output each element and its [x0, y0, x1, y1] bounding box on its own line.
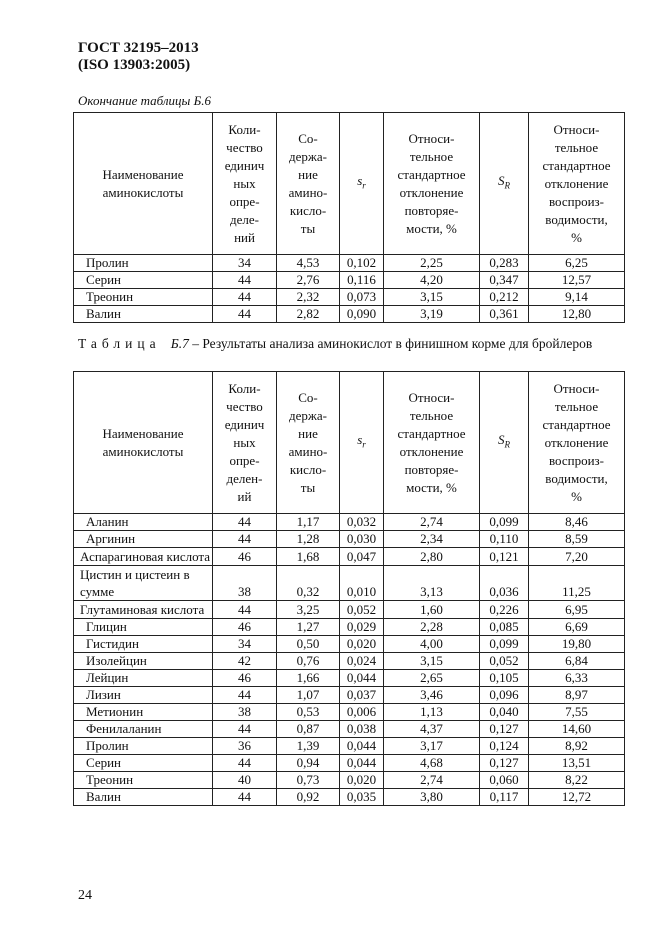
table-row: [74, 306, 625, 323]
cell-reproducibility: 8,97: [529, 687, 625, 704]
cell-repeatability: 2,25: [384, 255, 480, 272]
cell-content: 4,53: [277, 255, 340, 272]
cell-name: Валин: [74, 306, 213, 323]
cell-name: Треонин: [74, 289, 213, 306]
table-b6-end: [73, 112, 625, 323]
cell-SR: 0,060: [480, 772, 529, 789]
col-header-count: Коли- чество единич ных опре- деле- ний: [213, 113, 277, 255]
cell-sr: 0,035: [340, 789, 384, 806]
cell-SR: 0,127: [480, 755, 529, 772]
cell-SR: 0,085: [480, 619, 529, 636]
cell-content: 1,07: [277, 687, 340, 704]
cell-reproducibility: 19,80: [529, 636, 625, 653]
cell-count: 40: [213, 772, 277, 789]
cell-name: Серин: [74, 755, 213, 772]
cell-content: 0,76: [277, 653, 340, 670]
cell-count: 44: [213, 272, 277, 289]
table-row: [74, 531, 625, 548]
cell-sr: 0,044: [340, 670, 384, 687]
cell-repeatability: 2,74: [384, 514, 480, 531]
cell-count: 44: [213, 514, 277, 531]
cell-sr: 0,010: [340, 566, 384, 601]
cell-name: Изолейцин: [74, 653, 213, 670]
cell-count: 38: [213, 566, 277, 601]
cell-repeatability: 4,37: [384, 721, 480, 738]
cell-name: Треонин: [74, 772, 213, 789]
cell-count: 46: [213, 670, 277, 687]
col-header-content: Со- держа- ние амино- кисло- ты: [277, 372, 340, 514]
table-header-row: [74, 372, 625, 514]
cell-SR: 0,347: [480, 272, 529, 289]
cell-SR: 0,121: [480, 548, 529, 566]
document-header: [78, 40, 199, 74]
cell-SR: 0,283: [480, 255, 529, 272]
table-row: [74, 619, 625, 636]
cell-repeatability: 1,60: [384, 601, 480, 619]
col-header-SR: $S_R$: [480, 113, 529, 255]
cell-count: 44: [213, 789, 277, 806]
cell-sr: 0,024: [340, 653, 384, 670]
col-header-repeatability: Относи- тельное стандартное отклонение повторяе- мости, %: [384, 113, 480, 255]
col-header-name: Наименование аминокислоты: [74, 372, 213, 514]
cell-content: 0,92: [277, 789, 340, 806]
cell-sr: 0,116: [340, 272, 384, 289]
table-b7: [73, 371, 625, 806]
cell-count: 44: [213, 721, 277, 738]
table-row: [74, 566, 625, 601]
cell-sr: 0,020: [340, 636, 384, 653]
table-row: [74, 721, 625, 738]
table-row: [74, 255, 625, 272]
col-header-content: Со- держа- ние амино- кисло- ты: [277, 113, 340, 255]
table-row: [74, 514, 625, 531]
cell-content: 0,94: [277, 755, 340, 772]
table-b6-caption: Окончание таблицы Б.6: [78, 93, 211, 108]
table-row: [74, 601, 625, 619]
cell-SR: 0,096: [480, 687, 529, 704]
cell-sr: 0,032: [340, 514, 384, 531]
page-number: 24: [78, 888, 92, 903]
cell-count: 44: [213, 531, 277, 548]
cell-content: 0,50: [277, 636, 340, 653]
cell-content: 0,53: [277, 704, 340, 721]
cell-repeatability: 3,17: [384, 738, 480, 755]
cell-repeatability: 3,15: [384, 289, 480, 306]
cell-SR: 0,124: [480, 738, 529, 755]
cell-SR: 0,212: [480, 289, 529, 306]
cell-reproducibility: 12,57: [529, 272, 625, 289]
cell-count: 34: [213, 255, 277, 272]
table-row: [74, 548, 625, 566]
table-row: [74, 653, 625, 670]
cell-reproducibility: 6,25: [529, 255, 625, 272]
cell-count: 44: [213, 289, 277, 306]
cell-repeatability: 2,74: [384, 772, 480, 789]
cell-reproducibility: 6,69: [529, 619, 625, 636]
cell-content: 0,87: [277, 721, 340, 738]
cell-content: 3,25: [277, 601, 340, 619]
cell-count: 34: [213, 636, 277, 653]
cell-content: 1,28: [277, 531, 340, 548]
cell-SR: 0,052: [480, 653, 529, 670]
col-header-repeatability: Относи- тельное стандартное отклонение повторяе- мости, %: [384, 372, 480, 514]
cell-SR: 0,099: [480, 514, 529, 531]
cell-repeatability: 2,80: [384, 548, 480, 566]
cell-count: 44: [213, 601, 277, 619]
cell-sr: 0,044: [340, 738, 384, 755]
cell-reproducibility: 6,84: [529, 653, 625, 670]
table-row: [74, 772, 625, 789]
cell-content: 1,66: [277, 670, 340, 687]
cell-reproducibility: 14,60: [529, 721, 625, 738]
cell-SR: 0,226: [480, 601, 529, 619]
cell-SR: 0,105: [480, 670, 529, 687]
standard-code: ГОСТ 32195–2013: [78, 40, 199, 56]
cell-content: 2,82: [277, 306, 340, 323]
cell-reproducibility: 8,92: [529, 738, 625, 755]
cell-sr: 0,090: [340, 306, 384, 323]
cell-name: Аспарагиновая кислота: [74, 548, 213, 566]
col-header-sr: $s_r$: [340, 113, 384, 255]
cell-reproducibility: 6,95: [529, 601, 625, 619]
col-header-name: Наименование аминокислоты: [74, 113, 213, 255]
cell-sr: 0,006: [340, 704, 384, 721]
table-row: [74, 789, 625, 806]
cell-sr: 0,030: [340, 531, 384, 548]
cell-name: Аргинин: [74, 531, 213, 548]
cell-SR: 0,361: [480, 306, 529, 323]
iso-reference: (ISO 13903:2005): [78, 57, 191, 73]
col-header-count: Коли- чество единич ных опре- делен- ий: [213, 372, 277, 514]
cell-name: Гистидин: [74, 636, 213, 653]
cell-count: 44: [213, 755, 277, 772]
cell-repeatability: 4,00: [384, 636, 480, 653]
cell-repeatability: 4,20: [384, 272, 480, 289]
cell-repeatability: 2,28: [384, 619, 480, 636]
cell-SR: 0,036: [480, 566, 529, 601]
table-row: [74, 687, 625, 704]
cell-sr: 0,073: [340, 289, 384, 306]
cell-sr: 0,052: [340, 601, 384, 619]
table-row: [74, 636, 625, 653]
cell-reproducibility: 8,59: [529, 531, 625, 548]
cell-content: 2,76: [277, 272, 340, 289]
cell-SR: 0,117: [480, 789, 529, 806]
cell-repeatability: 3,19: [384, 306, 480, 323]
cell-sr: 0,102: [340, 255, 384, 272]
cell-name: Аланин: [74, 514, 213, 531]
cell-SR: 0,127: [480, 721, 529, 738]
cell-name: Валин: [74, 789, 213, 806]
cell-repeatability: 2,34: [384, 531, 480, 548]
cell-count: 36: [213, 738, 277, 755]
cell-repeatability: 3,15: [384, 653, 480, 670]
col-header-reproducibility: Относи- тельное стандартное отклонение воспроиз- водимости, %: [529, 113, 625, 255]
cell-name: Лейцин: [74, 670, 213, 687]
cell-name: Глицин: [74, 619, 213, 636]
cell-SR: 0,040: [480, 704, 529, 721]
cell-repeatability: 2,65: [384, 670, 480, 687]
cell-repeatability: 1,13: [384, 704, 480, 721]
cell-reproducibility: 13,51: [529, 755, 625, 772]
cell-repeatability: 4,68: [384, 755, 480, 772]
cell-content: 0,73: [277, 772, 340, 789]
table-number: Б.7: [170, 336, 189, 351]
cell-count: 44: [213, 687, 277, 704]
table-row: [74, 704, 625, 721]
cell-reproducibility: 6,33: [529, 670, 625, 687]
cell-sr: 0,044: [340, 755, 384, 772]
table-title: – Результаты анализа аминокислот в финишном корме для бройлеров: [192, 336, 593, 351]
cell-sr: 0,038: [340, 721, 384, 738]
cell-reproducibility: 11,25: [529, 566, 625, 601]
cell-content: 2,32: [277, 289, 340, 306]
table-row: [74, 289, 625, 306]
table-row: [74, 738, 625, 755]
cell-count: 38: [213, 704, 277, 721]
col-header-SR: $S_R$: [480, 372, 529, 514]
cell-reproducibility: 12,72: [529, 789, 625, 806]
table-row: [74, 272, 625, 289]
col-header-sr: $s_r$: [340, 372, 384, 514]
cell-name: Метионин: [74, 704, 213, 721]
cell-count: 46: [213, 548, 277, 566]
table-row: [74, 670, 625, 687]
cell-repeatability: 3,46: [384, 687, 480, 704]
col-header-reproducibility: Относи- тельное стандартное отклонение воспроиз- водимости, %: [529, 372, 625, 514]
cell-name: Глутаминовая кислота: [74, 601, 213, 619]
cell-sr: 0,047: [340, 548, 384, 566]
cell-name: Лизин: [74, 687, 213, 704]
cell-reproducibility: 12,80: [529, 306, 625, 323]
cell-name: Цистин и цистеин в сумме: [74, 566, 213, 601]
cell-repeatability: 3,13: [384, 566, 480, 601]
cell-content: 1,17: [277, 514, 340, 531]
cell-count: 44: [213, 306, 277, 323]
cell-reproducibility: 7,55: [529, 704, 625, 721]
cell-reproducibility: 9,14: [529, 289, 625, 306]
cell-sr: 0,029: [340, 619, 384, 636]
cell-SR: 0,099: [480, 636, 529, 653]
cell-sr: 0,020: [340, 772, 384, 789]
cell-content: 0,32: [277, 566, 340, 601]
table-b7-caption: [78, 336, 624, 352]
cell-name: Фенилаланин: [74, 721, 213, 738]
cell-sr: 0,037: [340, 687, 384, 704]
cell-content: 1,68: [277, 548, 340, 566]
cell-reproducibility: 7,20: [529, 548, 625, 566]
cell-reproducibility: 8,46: [529, 514, 625, 531]
cell-name: Серин: [74, 272, 213, 289]
table-label: Таблица: [78, 336, 161, 351]
cell-content: 1,39: [277, 738, 340, 755]
cell-name: Пролин: [74, 738, 213, 755]
cell-SR: 0,110: [480, 531, 529, 548]
cell-reproducibility: 8,22: [529, 772, 625, 789]
cell-repeatability: 3,80: [384, 789, 480, 806]
cell-count: 46: [213, 619, 277, 636]
cell-name: Пролин: [74, 255, 213, 272]
table-header-row: [74, 113, 625, 255]
table-row: [74, 755, 625, 772]
cell-count: 42: [213, 653, 277, 670]
cell-content: 1,27: [277, 619, 340, 636]
